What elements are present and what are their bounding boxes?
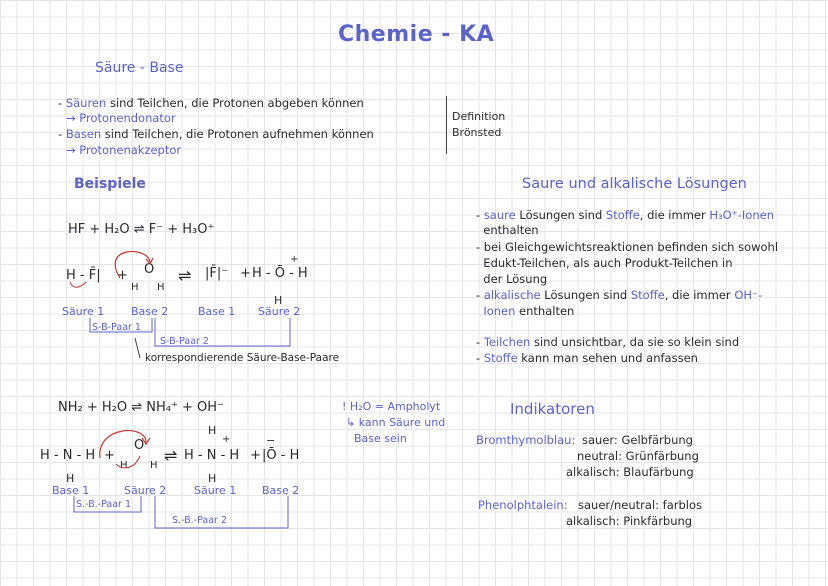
plus-sign: +	[117, 268, 128, 283]
term-saeuren: Säuren	[65, 96, 107, 110]
hydronium-bottom-h: H	[274, 294, 283, 307]
plus-sign: +	[104, 448, 115, 463]
ammonium-charge: +	[222, 434, 231, 445]
plus-sign: +	[240, 266, 251, 281]
section-heading-acid-base: Säure - Base	[95, 60, 184, 76]
pair-label-1-b: S.-B.-Paar 1	[76, 499, 132, 510]
label-saeure-2-b: Säure 2	[124, 484, 167, 497]
water-oxygen-2: O	[134, 438, 145, 453]
amide-structure: H - N - H	[40, 448, 96, 463]
list-item: enthalten	[476, 223, 539, 237]
korrespondierende-paare: korrespondierende Säure-Base-Paare	[145, 352, 340, 364]
btb-alkalisch: alkalisch: Blaufärbung	[566, 465, 694, 479]
btb-neutral: neutral: Grünfärbung	[577, 449, 699, 463]
ampholyt-note-3: Base sein	[354, 432, 407, 445]
list-item: - Stoffe kann man sehen und anfassen	[476, 351, 698, 365]
equilibrium-arrow: ⇌	[178, 266, 192, 285]
btb-sauer: sauer: Gelbfärbung	[582, 433, 693, 447]
plus-sign: +	[250, 448, 261, 463]
pair-label-2-b: S.-B.-Paar 2	[172, 515, 228, 526]
hf-structure: H - F̄|	[66, 268, 101, 283]
equilibrium-arrow-2: ⇌	[164, 446, 178, 465]
ph-alkalisch: alkalisch: Pinkfärbung	[566, 514, 693, 528]
solutions-list	[476, 208, 778, 320]
pair-label-2: S-B-Paar 2	[160, 336, 209, 347]
label-saeure-2: Säure 2	[258, 305, 301, 318]
definition-line-4: → Protonenakzeptor	[66, 143, 182, 157]
definition-side-1: Definition	[452, 110, 506, 123]
indicator-phenolphtalein: Phenolphtalein:	[478, 498, 568, 512]
hydroxide-charge: −	[266, 434, 276, 447]
definition-text-3: sind Teilchen, die Protonen aufnehmen können	[101, 127, 374, 141]
label-base-2: Base 2	[131, 305, 169, 318]
page-title: Chemie - KA	[338, 22, 495, 47]
water-hydrogen-1: H	[131, 282, 139, 293]
list-item: - alkalische Lösungen sind Stoffe, die immer OH⁻-	[476, 288, 763, 302]
definition-line-1: - Säuren sind Teilchen, die Protonen abgeben können	[58, 96, 364, 110]
hydronium-charge: +	[290, 254, 299, 265]
list-item: der Lösung	[476, 272, 548, 286]
list-item: - bei Gleichgewichtsreaktionen befinden sich sowohl	[476, 240, 779, 254]
water-hydrogen-4: H	[150, 460, 158, 471]
definition-side-2: Brönsted	[452, 126, 502, 139]
list-item: - saure Lösungen sind Stoffe, die immer H₃O⁺-Ionen	[476, 208, 774, 222]
list-item: Ionen enthalten	[483, 304, 575, 318]
solutions-heading: Saure und alkalische Lösungen	[522, 176, 747, 192]
water-hydrogen-3: H	[120, 460, 128, 471]
amide-bottom-h: H	[66, 472, 75, 485]
list-item: Edukt-Teilchen, als auch Produkt-Teilchen in	[476, 256, 733, 270]
ampholyt-note-1: ! H₂O = Ampholyt	[342, 400, 441, 413]
fluoride-ion: |F̄|⁻	[205, 266, 229, 281]
indicators-heading: Indikatoren	[510, 400, 595, 418]
hydroxide-structure: |Ō - H	[262, 448, 300, 463]
equation-1: HF + H₂O ⇌ F⁻ + H₃O⁺	[68, 222, 215, 237]
definition-line-3: - Basen sind Teilchen, die Protonen aufnehmen können	[58, 127, 374, 141]
particles-list	[476, 335, 739, 367]
label-base-1: Base 1	[198, 305, 236, 318]
hydronium-structure: H - Ō - H	[252, 266, 308, 281]
examples-heading: Beispiele	[74, 176, 146, 192]
pair-label-1: S-B-Paar 1	[92, 322, 141, 333]
indicator-bromthymolblau: Bromthymolblau:	[476, 433, 576, 447]
definition-line-2: → Protonendonator	[66, 111, 176, 125]
ammonium-structure: H - N - H	[184, 448, 240, 463]
list-item: - Teilchen sind unsichtbar, da sie so klein sind	[476, 335, 740, 349]
ammonium-top-h: H	[208, 424, 217, 437]
ammonium-bottom-h: H	[208, 472, 217, 485]
label-saeure-1: Säure 1	[62, 305, 105, 318]
definition-text-1: sind Teilchen, die Protonen abgeben können	[106, 96, 364, 110]
label-base-2-b: Base 2	[262, 484, 300, 497]
label-saeure-1-b: Säure 1	[194, 484, 237, 497]
water-hydrogen-2: H	[157, 282, 165, 293]
equation-2: NH₂ + H₂O ⇌ NH₄⁺ + OH⁻	[58, 400, 224, 415]
ampholyt-note-2: ↳ kann Säure und	[346, 416, 446, 429]
term-basen: Basen	[65, 127, 102, 141]
label-base-1-b: Base 1	[52, 484, 90, 497]
water-oxygen: O	[144, 262, 155, 277]
ph-sauer-neutral: sauer/neutral: farblos	[578, 498, 703, 512]
